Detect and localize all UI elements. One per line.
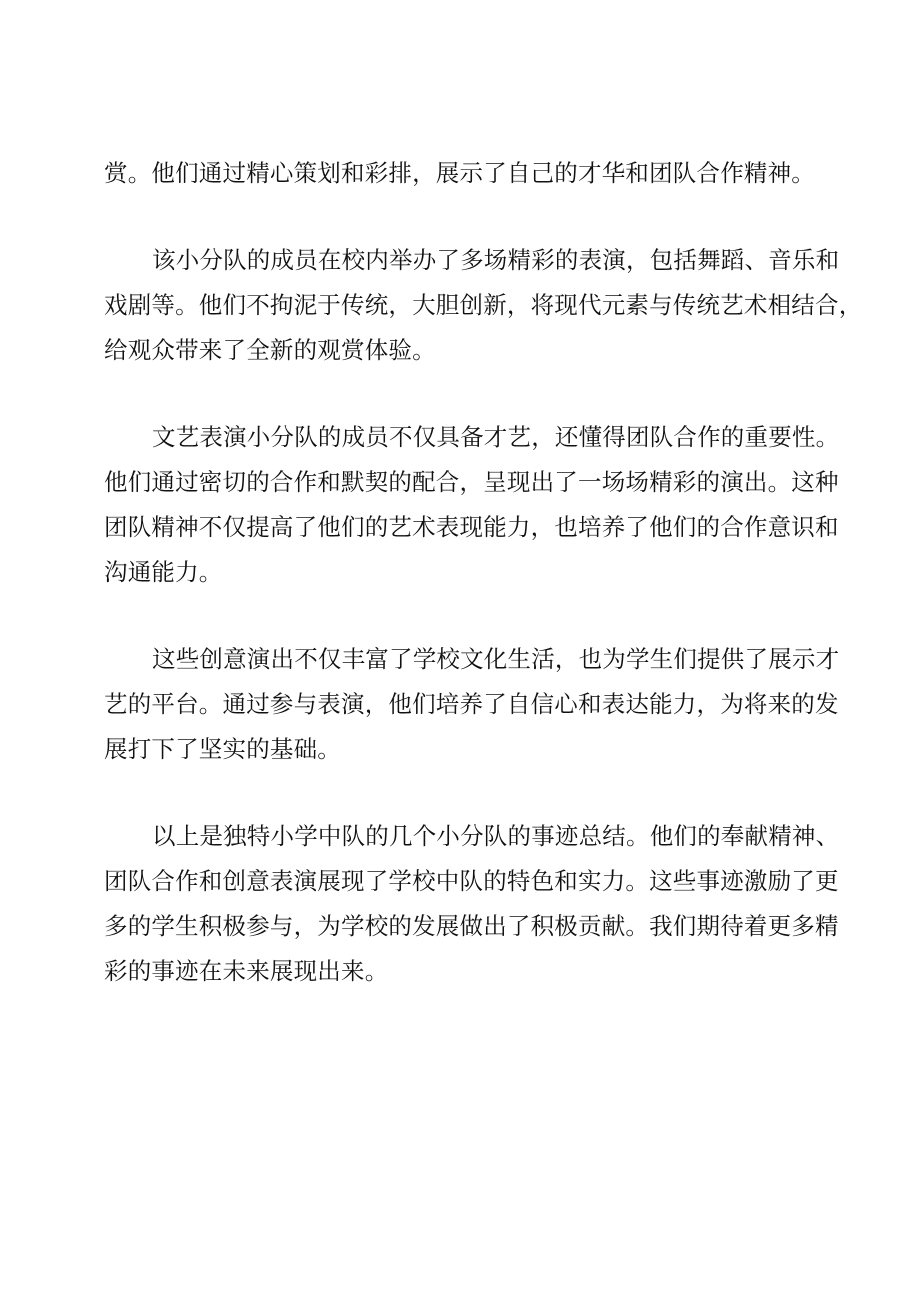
text-line: 这些创意演出不仅丰富了学校文化生活，也为学生们提供了展示才 xyxy=(152,645,840,673)
paragraph-gap xyxy=(104,196,834,238)
paragraph-summary xyxy=(104,814,840,994)
text-line: 该小分队的成员在校内举办了多场精彩的表演，包括舞蹈、音乐和 xyxy=(152,246,840,274)
paragraph-performances xyxy=(104,238,863,373)
paragraph-gap xyxy=(104,373,834,415)
text-line: 团队精神不仅提高了他们的艺术表现能力，也培养了他们的合作意识和 xyxy=(104,513,839,541)
text-line: 沟通能力。 xyxy=(104,558,223,586)
text-line: 他们通过密切的合作和默契的配合，呈现出了一场场精彩的演出。这种 xyxy=(104,468,839,496)
text-line: 多的学生积极参与，为学校的发展做出了积极贡献。我们期待着更多精 xyxy=(104,912,839,940)
paragraph-continuation xyxy=(104,151,834,196)
text-line: 艺的平台。通过参与表演，他们培养了自信心和表达能力，为将来的发 xyxy=(104,690,839,718)
text-line: 团队合作和创意表演展现了学校中队的特色和实力。这些事迹激励了更 xyxy=(104,867,839,895)
text-line: 展打下了坚实的基础。 xyxy=(104,735,341,763)
paragraph-gap xyxy=(104,772,834,814)
text-line: 赏。他们通过精心策划和彩排，展示了自己的才华和团队合作精神。 xyxy=(104,159,815,187)
paragraph-teamwork xyxy=(104,415,840,595)
text-line: 给观众带来了全新的观赏体验。 xyxy=(104,336,436,364)
paragraph-creative-shows xyxy=(104,637,840,772)
paragraph-gap xyxy=(104,595,834,637)
text-line: 彩的事迹在未来展现出来。 xyxy=(104,957,389,985)
document-body xyxy=(104,151,863,994)
text-line: 文艺表演小分队的成员不仅具备才艺，还懂得团队合作的重要性。 xyxy=(152,423,840,451)
text-line: 以上是独特小学中队的几个小分队的事迹总结。他们的奉献精神、 xyxy=(152,822,840,850)
text-line: 戏剧等。他们不拘泥于传统，大胆创新，将现代元素与传统艺术相结合， xyxy=(104,291,863,319)
